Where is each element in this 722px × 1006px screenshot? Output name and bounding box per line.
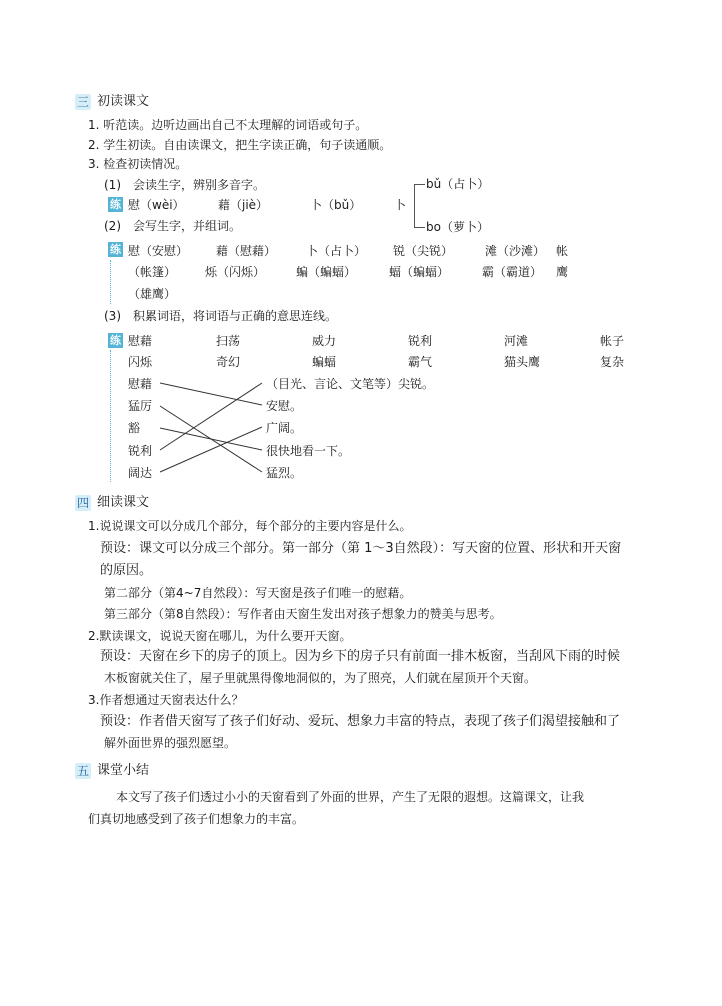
match-right-meaning: 安慰。	[266, 399, 303, 413]
question: 1.说说课文可以分成几个部分，每个部分的主要内容是什么。	[88, 519, 412, 533]
vocab-word: 闪烁	[128, 355, 153, 369]
practice-icon: 练	[110, 334, 121, 347]
vocab-word: 蝙蝠	[312, 355, 337, 369]
match-left-word: 猛厉	[128, 399, 153, 413]
word-item: （雄鹰）	[128, 287, 177, 301]
pinyin-item: 藉（jiè）	[218, 198, 269, 212]
match-left-word: 锐利	[128, 444, 153, 458]
answer-line: 预设：作者借天窗写了孩子们好动、爱玩、想象力丰富的特点，表现了孩子们渴望接触和了	[100, 714, 621, 729]
word-item: 藉（慰藉）	[216, 244, 277, 258]
answer-line: 第三部分（第8自然段）：写作者由天窗生发出对孩子想象力的赞美与思考。	[104, 607, 502, 621]
pinyin-item: 卜	[394, 198, 407, 212]
vocab-word: 霸气	[408, 355, 433, 369]
vocab-word: 慰藉	[128, 334, 153, 348]
word-item: 烁（闪烁）	[205, 265, 266, 279]
word-item: 帐	[556, 244, 569, 258]
word-item: 霸（霸道）	[482, 265, 543, 279]
match-line	[160, 383, 262, 450]
polyphone-reading: bǔ（占卜）	[426, 177, 490, 191]
pinyin-item: 慰（wèi）	[128, 198, 185, 212]
list-item: 1. 听范读。边听边画出自己不太理解的词语或句子。	[88, 118, 368, 132]
section-number-badge: 四	[76, 496, 89, 510]
answer-line: 木板窗就关住了，屋子里就黑得像地洞似的，为了照亮，人们就在屋顶开个天窗。	[104, 671, 537, 685]
word-item: （帐篷）	[128, 265, 177, 279]
word-item: 蝙（蝙蝠）	[296, 265, 357, 279]
section-number-badge: 三	[76, 95, 89, 109]
question: 3.作者想通过天窗表达什么？	[88, 693, 244, 707]
summary-paragraph: 本文写了孩子们透过小小的天窗看到了外面的世界，产生了无限的遐想。这篇课文，让我	[116, 790, 585, 804]
vocab-word: 扫荡	[216, 334, 241, 348]
word-item: 蝠（蝙蝠）	[389, 265, 450, 279]
match-line	[160, 383, 262, 405]
subitem-label: (2) 会写生字，并组词。	[104, 219, 241, 233]
vocab-word: 猫头鹰	[504, 355, 541, 369]
section-number-badge: 五	[76, 764, 89, 778]
subitem-label: (3) 积累词语，将词语与正确的意思连线。	[104, 309, 337, 323]
vocab-word: 威力	[312, 334, 337, 348]
match-left-word: 阔达	[128, 466, 153, 480]
answer-line: 预设：课文可以分成三个部分。第一部分（第 1～3自然段）：写天窗的位置、形状和开天窗	[100, 541, 622, 556]
match-right-meaning: （目光、言论、文笔等）尖锐。	[266, 377, 435, 391]
answer-line: 的原因。	[100, 563, 153, 578]
practice-icon: 练	[110, 243, 121, 256]
word-item: 卜（占卜）	[306, 244, 367, 258]
answer-line: 预设：天窗在乡下的房子的顶上。因为乡下的房子只有前面一排木板窗，当刮风下雨的时候	[100, 649, 621, 664]
match-right-meaning: 很快地看一下。	[266, 444, 351, 458]
match-right-meaning: 广阔。	[266, 421, 303, 435]
answer-line: 解外面世界的强烈愿望。	[104, 736, 237, 750]
word-item: 滩（沙滩）	[485, 244, 546, 258]
vocab-word: 奇幻	[216, 355, 241, 369]
word-item: 鹰	[556, 265, 569, 279]
question: 2.默读课文，说说天窗在哪儿，为什么要开天窗。	[88, 629, 352, 643]
section-title: 课堂小结	[97, 763, 150, 778]
answer-line: 第二部分（第4~7自然段）：写天窗是孩子们唯一的慰藉。	[104, 586, 412, 600]
summary-paragraph: 们真切地感受到了孩子们想象力的丰富。	[88, 812, 305, 826]
list-item: 2. 学生初读。自由读课文，把生字读正确，句子读通顺。	[88, 138, 392, 152]
word-item: 锐（尖锐）	[393, 244, 454, 258]
vocab-word: 复杂	[600, 355, 625, 369]
vocab-word: 帐子	[600, 334, 625, 348]
polyphone-reading: bo（萝卜）	[426, 220, 489, 234]
match-line	[160, 428, 262, 450]
word-item: 慰（安慰）	[128, 244, 189, 258]
subitem-label: (1) 会读生字，辨别多音字。	[104, 178, 265, 192]
section-title: 初读课文	[97, 94, 150, 109]
match-line	[160, 427, 262, 472]
pinyin-item: 卜（bǔ）	[310, 198, 362, 212]
section-title: 细读课文	[97, 495, 150, 510]
list-item: 3. 检查初读情况。	[88, 157, 188, 171]
match-left-word: 豁	[128, 421, 141, 435]
match-left-word: 慰藉	[128, 377, 153, 391]
vocab-word: 锐利	[408, 334, 433, 348]
practice-icon: 练	[110, 198, 121, 211]
match-right-meaning: 猛烈。	[266, 466, 303, 480]
vocab-word: 河滩	[504, 334, 529, 348]
